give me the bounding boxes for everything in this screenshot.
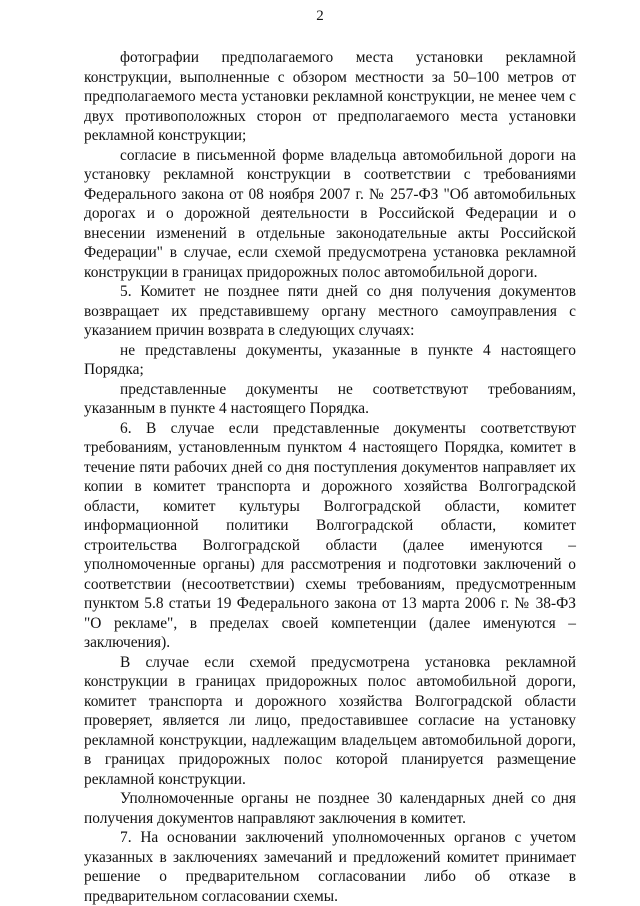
paragraph-30-days: Уполномоченные органы не позднее 30 календарных дней со дня получения документов направляют заключения в комитет. — [84, 790, 576, 827]
paragraph-road-check: В случае если схемой предусмотрена установка рекламной конструкции в границах придорожных полос автомобильной дороги, комитет транспорта и дорожного хозяйства Волгоградской области проверяет, является ли лицо, предоставившее согласие на установку рекламной конструкции, надлежащим владельцем автомобильной дороги, в границах придорожных полос которой планируется размещение рекламной конструкции. — [84, 653, 576, 788]
paragraph-item-5: 5. Комитет не позднее пяти дней со дня получения документов возвращает их представившему органу местного самоуправления с указанием причин возврата в следующих случаях: — [84, 283, 576, 339]
document-body — [84, 48, 576, 906]
paragraph-return-reason-2: представленные документы не соответствуют требованиям, указанным в пункте 4 настоящего Порядка. — [84, 380, 576, 417]
paragraph-road-owner-consent: согласие в письменной форме владельца автомобильной дороги на установку рекламной конструкции в соответствии с требованиями Федерального закона от 08 ноября 2007 г. № 257-ФЗ "Об автомобильных дорогах и о дорожной деятельности в Российской Федерации и о внесении изменений в отдельные законодательные акты Российской Федерации" в случае, если схемой предусмотрена установка рекламной конструкции в границах придорожных полос автомобильной дороги. — [84, 146, 576, 281]
paragraph-return-reason-1: не представлены документы, указанные в пункте 4 настоящего Порядка; — [84, 341, 576, 378]
paragraph-item-7: 7. На основании заключений уполномоченных органов с учетом указанных в заключениях замечаний и предложений комитет принимает решение о предварительном согласовании либо об отказе в предварительном согласовании схемы. — [84, 829, 576, 905]
paragraph-item-6: 6. В случае если представленные документы соответствуют требованиям, установленным пунктом 4 настоящего Порядка, комитет в течение пяти рабочих дней со дня поступления документов направляет их копии в комитет транспорта и дорожного хозяйства Волгоградской области, комитет культуры Волгоградской области, комитет информационной политики Волгоградской области, комитет строительства Волгоградской области (далее именуются – уполномоченные органы) для рассмотрения и подготовки заключений о соответствии (несоответствии) схемы требованиям, предусмотренным пунктом 5.8 статьи 19 Федерального закона от 13 марта 2006 г. № 38-ФЗ "О рекламе", в пределах своей компетенции (далее именуются – заключения). — [84, 419, 576, 651]
page-number: 2 — [316, 8, 324, 24]
paragraph-photos: фотографии предполагаемого места установки рекламной конструкции, выполненные с обзором местности за 50–100 метров от предполагаемого места установки рекламной конструкции, не менее чем с двух противоположных сторон от предполагаемого места установки рекламной конструкции; — [84, 49, 576, 144]
